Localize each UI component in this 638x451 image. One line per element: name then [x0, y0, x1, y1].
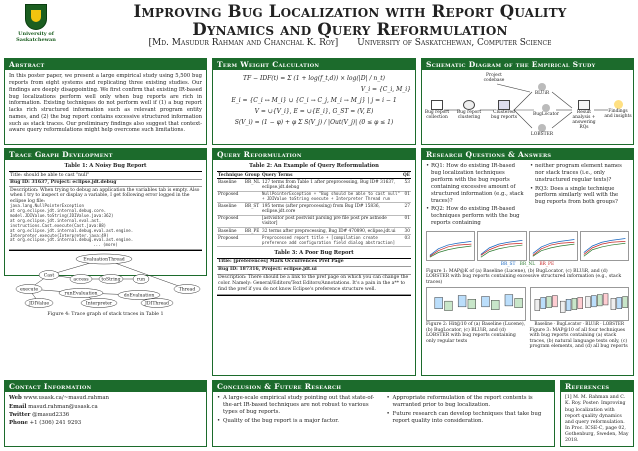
node-label: Thread — [178, 287, 196, 293]
gear-icon — [538, 83, 546, 91]
figure1-legend — [426, 262, 629, 268]
rq-item: • neither program element names nor stack traces (i.e., only unstructured regular texts)? — [530, 163, 629, 184]
gear-icon — [538, 124, 546, 132]
cell-group: BR_ST — [244, 203, 261, 215]
node-bluir — [530, 83, 554, 97]
figure1-caption: Figure 1: MAP@K of (a) Baseline (Lucene), (b) BugLocator, (c) BLUiR, and (d) LOBSTER with bug reports containing excessive structured information (e.g., stack traces) — [426, 268, 622, 285]
node-label: Result analysis + answering RQs — [572, 110, 596, 130]
table2-title: Table 2: An Example of Query Reformulation — [249, 163, 379, 170]
termweight-heading: Term Weight Calculation — [213, 59, 415, 70]
trace-line: java.lang.NullPointerException — [10, 203, 84, 209]
cell-terms: Preprocessed report title + [compilation create preference add configuration field dialog abstraction] — [261, 235, 402, 247]
table-row — [217, 235, 411, 247]
report-title: Title: should be able to cast "null" — [9, 172, 202, 180]
cell-terms: 127 terms from Table 1 after preprocessing, Bug ID# 31637, eclipse.jdt.debug — [261, 179, 402, 191]
rq-list-1 — [426, 163, 525, 228]
poor-report-desc: Description: There should be a link to the pref page on which you can change the color. Namely: General/Editors/Text Editors/Annotations. It's a pain in the a** to find the pref if you do not know Eclipse's preference structure well. — [217, 275, 411, 295]
contact-heading: Contact Information — [5, 381, 206, 392]
affiliation: University of Saskatchewan, Computer Science — [357, 38, 552, 48]
cell-terms: NullPointerException + "Bug should be able to cast null" + JDIValue toString execute + Interpreter Thread run — [261, 191, 400, 201]
node-label: toString — [101, 277, 121, 283]
trace-heading: Trace Graph Development — [5, 149, 206, 160]
hit10-boxplot — [426, 287, 526, 321]
trace-graph-section — [4, 148, 207, 317]
node-label: EvaluationThread — [83, 257, 125, 263]
node-label: JDIThread — [145, 301, 169, 307]
table1-title: Table 1: A Noisy Bug Report — [64, 163, 147, 170]
node-bug-report-collection — [424, 100, 450, 121]
authors-line — [70, 38, 630, 49]
node-label: Clustered bug reports — [490, 110, 518, 121]
node-label: Cast — [43, 273, 55, 279]
col-header: Technique — [218, 172, 243, 178]
title-line-1: Improving Bug Localization with Report Quality — [133, 2, 567, 21]
report-description — [9, 187, 202, 250]
col-header: QE — [402, 172, 410, 178]
research-questions-section — [421, 148, 634, 376]
map-plot-b — [477, 231, 526, 261]
web-link[interactable]: www.usask.ca/~masud.rahman — [23, 395, 109, 402]
abstract-text: In this poster paper, we present a large empirical study using 5,500 bug reports from eight systems and replicating three existing studies. Our findings are deeply disappointing. We first confirm that existing IR-based bug localizations perform well only when bug reports are rich in information. Existing techniques do not perform well if (1) a bug report lacks rich structured information such as relevant program entity names, and (2) the bug report contains excessive structured information such as stack traces. Our preliminary findings also suggest that context-aware query reformulations might help overcome such limitations. — [9, 73, 202, 134]
node-label: run — [136, 277, 146, 283]
title-line-2: Dynamics and Query Reformulation — [192, 20, 508, 40]
university-logo — [6, 4, 66, 52]
reference-item: [1] M. M. Rahman and C. K. Roy. Poster: Improving bug localization with report quality dynamics and query reformulation. In Proc. ICSE-C, page 02, Gothenburg, Sweden, May 2018. — [565, 395, 629, 444]
trace-line: at org.eclipse.jdt.internal.debug.eval.ast.engine. — [10, 227, 134, 233]
trace-line: Interpreter.execute(Interpreter.java:49) — [10, 232, 109, 238]
query-reformulation-section — [212, 148, 416, 376]
cell-terms: [astvisitor post postvisit parsing pre file post pre astnode visitor] — [261, 215, 402, 227]
cell-qe: 03 — [402, 235, 411, 247]
rq-item: • RQ2: How do existing IR-based techniques perform with the bug reports containing — [426, 206, 525, 227]
col-header: Query Terms — [261, 172, 402, 179]
cell-group — [244, 191, 261, 203]
legend-item: LOBSTER — [602, 321, 625, 327]
trace-line: at org.eclipse.jdt.internal.debug.eval.ast.engine. — [10, 237, 134, 243]
cell-qe: 27 — [402, 203, 411, 215]
conclusion-heading: Conclusion & Future Research — [213, 381, 554, 392]
equation-score: S(V_i) = (1 − φ) + φ Σ S(V_j) / |Out(V_j)| (0 ≤ φ ≤ 1) — [234, 118, 394, 126]
phone-number: +1 (306) 241 9293 — [29, 420, 82, 427]
figure4-caption: Figure 4: Trace graph of stack traces in Table 1 — [47, 311, 164, 317]
conclusion-list-1 — [217, 395, 381, 426]
rq-heading: Research Questions & Answers — [422, 149, 633, 160]
node-project-codebase — [480, 74, 508, 84]
col-header: Group — [244, 172, 260, 178]
cell-technique: Baseline — [217, 228, 244, 235]
trace-line: at org.eclipse.jdt.internal.debug.core. — [10, 208, 107, 214]
conclusion-item: • A large-scale empirical study pointing out that state-of-the-art IR-based techniques are not robust to various types of bug reports. — [217, 395, 381, 416]
figure3-caption: Figure 3: MAP@10 of all four techniques with bug reports containing (a) stack traces, (b) natural language texts only, (c) program elements, and (d) all bug reports — [529, 327, 628, 350]
report-desc-text: Description: When trying to debug an application the variables tab is empty. Also when I try to inspect or display a variable, I get following error logged in the eclipse log file: — [10, 187, 200, 204]
map-plot-a — [426, 231, 475, 261]
legend-item: BR_PE — [539, 262, 555, 268]
trace-line: model.JDIValue.toString(JDIValue.java:362) — [10, 212, 114, 218]
table-row — [217, 228, 411, 235]
node-label: BugLocator — [532, 112, 559, 118]
legend-item: BugLocator — [556, 321, 582, 327]
conclusion-item: • Appropriate reformulation of the report contents is warranted prior to bug localization. — [387, 395, 551, 409]
node-label: Interpreter — [85, 301, 113, 307]
cell-technique: Baseline — [217, 203, 244, 215]
node-clustered-reports — [490, 100, 518, 121]
table-row — [217, 179, 411, 191]
schematic-heading: Schematic Diagram of the Empirical Study — [422, 59, 633, 70]
contact-section — [4, 380, 207, 447]
report-bug-id: Bug ID: 31637, Project: eclipse.jdt.debug — [9, 180, 202, 188]
node-label: access — [73, 277, 89, 283]
node-label: execute — [19, 287, 39, 293]
conclusion-list-2 — [387, 395, 551, 426]
legend-item: BR_NL — [519, 262, 536, 268]
poor-bug-report-table — [217, 258, 411, 296]
node-label: BLUiR — [534, 91, 550, 97]
rq-item: • RQ1: How do existing IR-based bug localization techniques perform with the bug reports containing excessive amount of structured information (e.g., stack traces)? — [426, 163, 525, 204]
cell-qe: 01 — [402, 215, 411, 227]
equation-edges: E_i = {C_i ↔ M_i} ∪ {C_i → C_j, M_i → M_j} | j = i − 1 — [231, 96, 397, 104]
node-bug-report-clustering — [455, 100, 483, 121]
trace-line: at org.eclipse.jdt.internal.eval.ast. — [10, 217, 102, 223]
cell-technique: Proposed — [217, 191, 244, 203]
schematic-section — [421, 58, 634, 145]
map10-boxplot — [530, 287, 630, 321]
cell-group: BR_PE — [244, 228, 260, 234]
email-label: Email — [9, 403, 27, 410]
node-label: Bug report clustering — [456, 110, 482, 121]
node-findings — [604, 100, 632, 120]
table-row — [217, 191, 411, 203]
cell-qe: 53 — [402, 179, 411, 191]
node-result-analysis — [568, 100, 600, 130]
abstract-heading: Abstract — [5, 59, 206, 70]
university-name: University of Saskatchewan — [16, 31, 56, 43]
legend-item: BLUiR — [585, 321, 599, 327]
poor-report-bug-id: Bug ID: 187316, Project: eclipse.jdt.ui — [217, 267, 411, 275]
node-label: doEvaluation — [123, 293, 155, 299]
poster-header — [0, 0, 638, 56]
conclusion-section — [212, 380, 555, 447]
cell-group: BR_NL — [244, 179, 261, 191]
trace-graph-figure — [9, 253, 202, 311]
node-label: runEvaluation — [64, 291, 98, 297]
document-icon — [431, 100, 443, 110]
refs-heading: References — [561, 381, 633, 392]
cell-technique: Proposed — [217, 215, 244, 227]
poster-title — [70, 3, 630, 39]
node-label: Bug report collection — [424, 110, 450, 121]
phone-label: Phone — [9, 420, 28, 427]
rq-list-2 — [530, 163, 629, 228]
legend-item: BR_ST — [500, 262, 516, 268]
node-buglocator — [532, 104, 560, 118]
figure3-legend: Baseline · BugLocator · BLUiR · LOBSTER — [534, 321, 625, 327]
cell-qe: 01 — [402, 191, 411, 203]
cell-qe: 30 — [402, 228, 411, 235]
email-link[interactable]: masud.rahman@usask.ca — [28, 403, 98, 410]
map-plot-c — [529, 231, 578, 261]
cell-terms: 32 terms after preprocessing, Bug ID# 470890, eclipse.jdt.ui — [261, 228, 402, 235]
map-plot-d — [580, 231, 629, 261]
table-row — [217, 203, 411, 215]
stack-icon — [498, 100, 510, 110]
equation-graph: V = ∪{V_i}, E = ∪{E_i}, G_ST = (V, E) — [254, 107, 374, 115]
table3-title: Table 3: A Poor Bug Report — [274, 250, 354, 256]
schematic-diagram — [422, 70, 633, 142]
figure2-caption: Figure 2: Hit@10 of (a) Baseline (Lucene), (b) BugLocator, (c) BLUiR, and (d) LOBSTER with bug reports containing only regular texts — [426, 322, 526, 344]
trace-graph-svg — [9, 253, 204, 311]
noisy-bug-report-table — [9, 171, 202, 251]
rq-item: • RQ3: Does a single technique perform similarly well with the bug reports from both groups? — [530, 186, 629, 207]
lightbulb-icon — [614, 100, 623, 109]
abstract-section — [4, 58, 207, 145]
cell-group — [244, 215, 261, 227]
equation-vertex: V_i = {C_i, M_i} — [360, 86, 411, 94]
cell-technique: Baseline — [217, 179, 244, 191]
cell-technique: Proposed — [217, 235, 244, 247]
stack-trace — [10, 204, 201, 248]
gear-icon — [463, 100, 475, 110]
trace-line: instructions.Cast.execute(Cast.java:88) — [10, 222, 107, 228]
cell-group — [244, 235, 261, 247]
node-label: Project codebase — [483, 73, 505, 84]
chart-icon — [578, 100, 590, 110]
twitter-handle[interactable]: @masud2336 — [32, 412, 70, 418]
legend-item: Baseline — [534, 321, 553, 327]
trace-line: ... (more) — [93, 242, 118, 248]
cell-terms: 195 terms (after preprocessing) from Bug ID# 15836, eclipse.jdt.core — [261, 203, 402, 215]
conclusion-item: • Future research can develop techniques that take bug report quality into consideration. — [387, 411, 551, 425]
poor-report-title: Title: [preferences] Mark Occurrences Pref Page — [217, 259, 411, 267]
web-label: Web — [9, 395, 22, 402]
shield-icon — [25, 4, 47, 30]
table-row — [217, 215, 411, 227]
gear-icon — [542, 104, 550, 112]
node-label: JDIValue — [28, 301, 50, 307]
references-section — [560, 380, 634, 447]
node-label: LOBSTER — [530, 132, 554, 138]
equation-tfidf: TF − IDF(t) = Σ (1 + log(f_t,d)) × log(|D| / n_t) — [242, 75, 386, 83]
node-lobster — [528, 124, 556, 138]
term-weight-section — [212, 58, 416, 145]
conclusion-item: • Quality of the bug report is a major factor. — [217, 418, 381, 425]
authors: [Md. Masudur Rahman and Chanchal K. Roy] — [148, 38, 339, 48]
figure1-panels — [426, 231, 629, 261]
queryref-heading: Query Reformulation — [213, 149, 415, 160]
node-label: Findings and insights — [604, 109, 632, 120]
twitter-label: Twitter — [9, 412, 31, 418]
reformulation-table — [217, 171, 411, 247]
